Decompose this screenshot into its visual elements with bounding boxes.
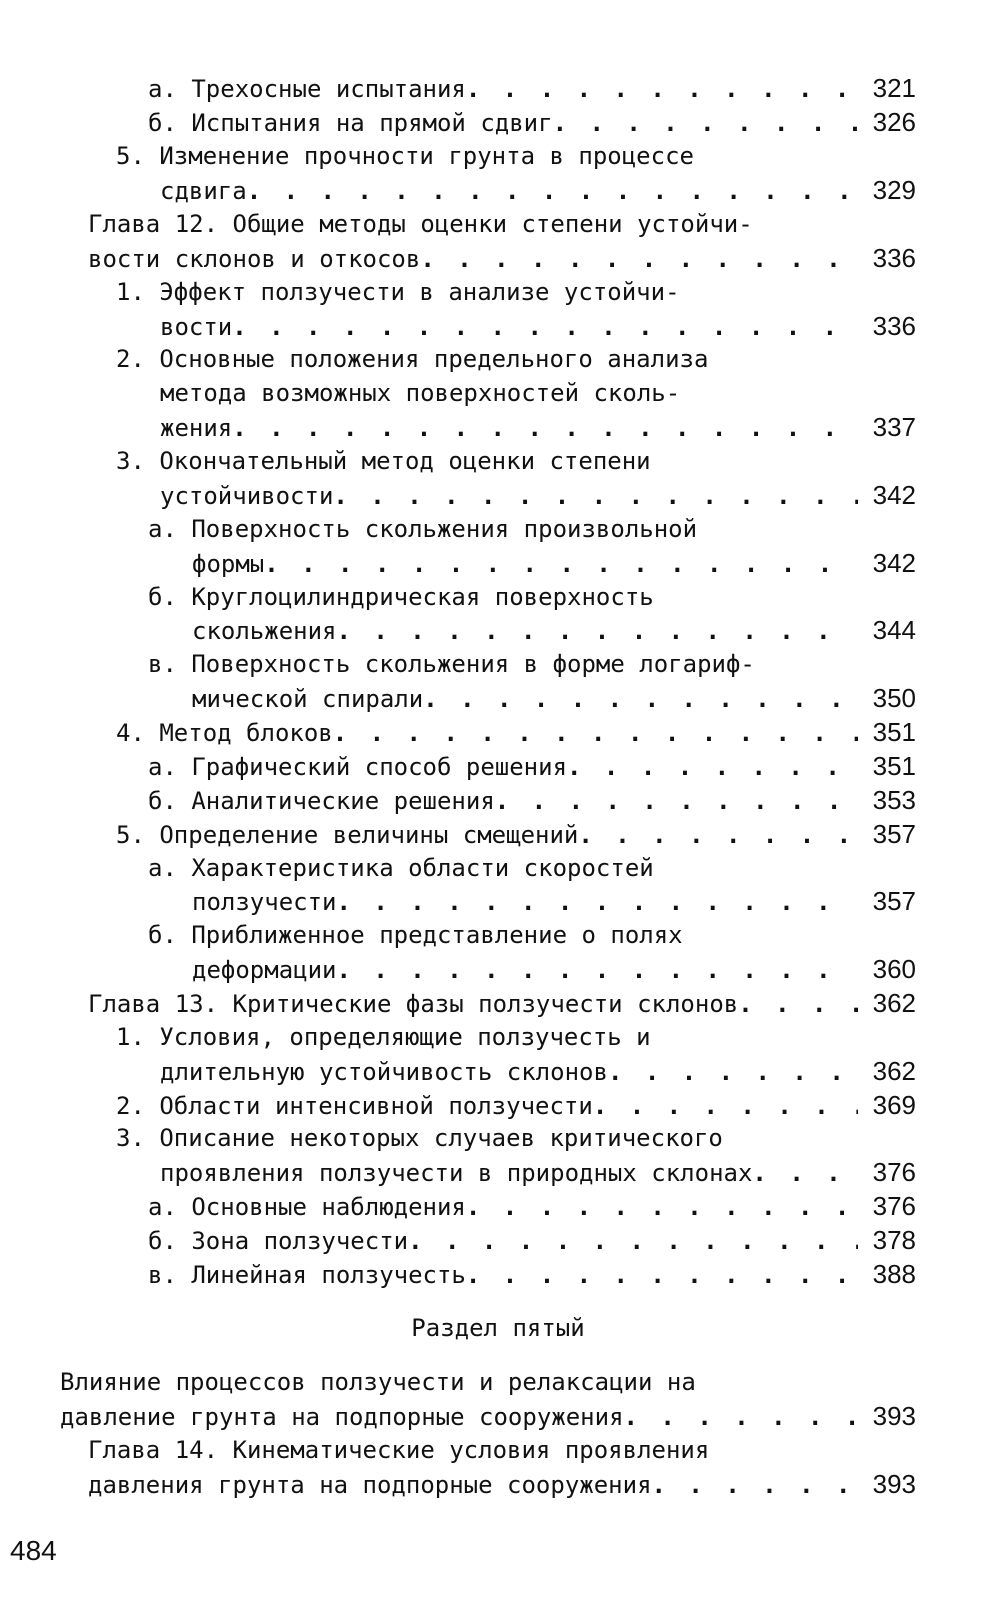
- dot-leader: [752, 1157, 858, 1190]
- toc-entry-line: 1. Эффект ползучести в анализе устойчи-: [116, 278, 680, 306]
- toc-entry-line: а. Характеристика области скоростей: [148, 854, 654, 882]
- entry-title: длительную устойчивость склонов: [160, 1058, 608, 1086]
- folio-page-number: 484: [10, 1535, 57, 1566]
- toc-entry: [148, 784, 916, 817]
- chapter-heading-line: Глава 12. Общие методы оценки степени устойчи-: [88, 210, 753, 238]
- toc-entry-line: 1. Условия, определяющие ползучесть и: [116, 1023, 651, 1051]
- entry-title: 4. Метод блоков: [116, 719, 333, 747]
- entry-title: 5. Определение величины смещений: [116, 821, 579, 849]
- page-number: 378: [872, 1225, 916, 1255]
- page-number: 344: [872, 615, 916, 645]
- part-heading-line: Влияние процессов ползучести и релаксации на: [60, 1368, 696, 1396]
- dot-leader: [466, 1191, 858, 1224]
- page-number: 342: [872, 480, 916, 510]
- page-number: 362: [872, 1056, 916, 1086]
- toc-entry-line: в. Поверхность скольжения в форме логариф-: [148, 650, 755, 678]
- toc-entry: [116, 716, 916, 749]
- entry-title: а. Трехосные испытания: [148, 75, 466, 103]
- toc-entry: [148, 1258, 916, 1291]
- page-number: 388: [872, 1259, 916, 1289]
- dot-leader: [624, 1401, 858, 1434]
- page-number: 337: [872, 412, 916, 442]
- toc-entry: [160, 479, 916, 512]
- toc-entry: [160, 174, 916, 207]
- page-number: 321: [872, 73, 916, 103]
- dot-leader: [495, 785, 858, 818]
- toc-entry-line: 2. Основные положения предельного анализа: [116, 345, 709, 373]
- dot-leader: [553, 107, 858, 140]
- toc-entry: [160, 310, 916, 343]
- dot-leader: [247, 175, 858, 208]
- dot-leader: [738, 988, 858, 1021]
- dot-leader: [652, 1469, 858, 1502]
- entry-title: мической спирали: [192, 685, 424, 713]
- toc-entry-line: 5. Изменение прочности грунта в процессе: [116, 142, 694, 170]
- page-number: 336: [872, 243, 916, 273]
- toc-entry: [160, 411, 916, 444]
- page-number: 393: [872, 1469, 916, 1499]
- toc-entry: [88, 987, 916, 1020]
- page-number: 351: [872, 717, 916, 747]
- entry-title: а. Основные наблюдения: [148, 1193, 466, 1221]
- entry-title: ползучести: [192, 888, 337, 916]
- dot-leader: [232, 412, 858, 445]
- toc-entry: [192, 885, 916, 918]
- toc-entry: [148, 1224, 916, 1257]
- toc-entry-line: 3. Окончательный метод оценки степени: [116, 447, 651, 475]
- toc-entry: [148, 750, 916, 783]
- toc-entry: [148, 72, 916, 105]
- entry-title: деформации: [192, 956, 337, 984]
- dot-leader: [337, 886, 859, 919]
- entry-title: формы: [192, 550, 265, 578]
- dot-leader: [232, 311, 858, 344]
- page-number: 350: [872, 683, 916, 713]
- dot-leader: [608, 1056, 858, 1089]
- dot-leader: [337, 954, 859, 987]
- section-heading: Раздел пятый: [411, 1314, 585, 1342]
- page-number: 326: [872, 107, 916, 137]
- dot-leader: [264, 548, 858, 581]
- entry-title: давления грунта на подпорные сооружения: [88, 1471, 652, 1499]
- entry-title: б. Зона ползучести: [148, 1227, 409, 1255]
- page-number: 357: [872, 819, 916, 849]
- page-number: 353: [872, 785, 916, 815]
- dot-leader: [408, 1225, 858, 1258]
- toc-entry: [192, 547, 916, 580]
- toc-entry: [60, 1400, 916, 1433]
- entry-title: жения: [160, 414, 233, 442]
- entry-title: проявления ползучести в природных склонах: [160, 1159, 753, 1187]
- dot-leader: [466, 1259, 858, 1292]
- page-number: 376: [872, 1157, 916, 1187]
- toc-entry: [192, 614, 916, 647]
- page-number: 369: [872, 1090, 916, 1120]
- toc-entry: [116, 818, 916, 851]
- page-number: 360: [872, 954, 916, 984]
- entry-title: давление грунта на подпорные сооружения: [60, 1403, 624, 1431]
- toc-entry: [160, 1055, 916, 1088]
- toc-entry: [160, 1156, 916, 1189]
- dot-leader: [333, 480, 858, 513]
- entry-title: скольжения: [192, 617, 337, 645]
- toc-entry-line: б. Круглоцилиндрическая поверхность: [148, 583, 654, 611]
- page-number: 351: [872, 751, 916, 781]
- toc-entry-line: б. Приближенное представление о полях: [148, 921, 683, 949]
- page-number: 393: [872, 1401, 916, 1431]
- entry-title: 2. Области интенсивной ползучести: [116, 1092, 593, 1120]
- page-number: 336: [872, 311, 916, 341]
- entry-title: устойчивости: [160, 482, 334, 510]
- entry-title: сдвига: [160, 177, 247, 205]
- dot-leader: [578, 819, 858, 852]
- chapter-heading-line: Глава 14. Кинематические условия проявления: [88, 1436, 710, 1464]
- toc-entry: [116, 1089, 916, 1122]
- dot-leader: [337, 615, 859, 648]
- toc-entry-line: метода возможных поверхностей сколь-: [160, 379, 681, 407]
- toc-entry-line: 3. Описание некоторых случаев критического: [116, 1124, 723, 1152]
- toc-entry: [148, 106, 916, 139]
- toc-entry: [88, 1468, 916, 1501]
- entry-title: б. Испытания на прямой сдвиг: [148, 109, 553, 137]
- toc-entry-line: а. Поверхность скольжения произвольной: [148, 515, 698, 543]
- dot-leader: [423, 683, 858, 716]
- page-number: 362: [872, 988, 916, 1018]
- page-number: 376: [872, 1191, 916, 1221]
- dot-leader: [466, 73, 858, 106]
- dot-leader: [567, 751, 858, 784]
- toc-entry: [88, 242, 916, 275]
- entry-title: вости склонов и откосов: [88, 245, 421, 273]
- dot-leader: [420, 243, 858, 276]
- toc-entry: [192, 953, 916, 986]
- page-number: 342: [872, 548, 916, 578]
- dot-leader: [593, 1090, 858, 1123]
- entry-title: Глава 13. Критические фазы ползучести склонов: [88, 990, 739, 1018]
- toc-entry: [148, 1190, 916, 1223]
- entry-title: в. Линейная ползучесть: [148, 1261, 466, 1289]
- entry-title: б. Аналитические решения: [148, 787, 495, 815]
- entry-title: а. Графический способ решения: [148, 753, 568, 781]
- page-number: 357: [872, 886, 916, 916]
- dot-leader: [333, 717, 858, 750]
- entry-title: вости: [160, 313, 233, 341]
- page-number: 329: [872, 175, 916, 205]
- toc-entry: [192, 682, 916, 715]
